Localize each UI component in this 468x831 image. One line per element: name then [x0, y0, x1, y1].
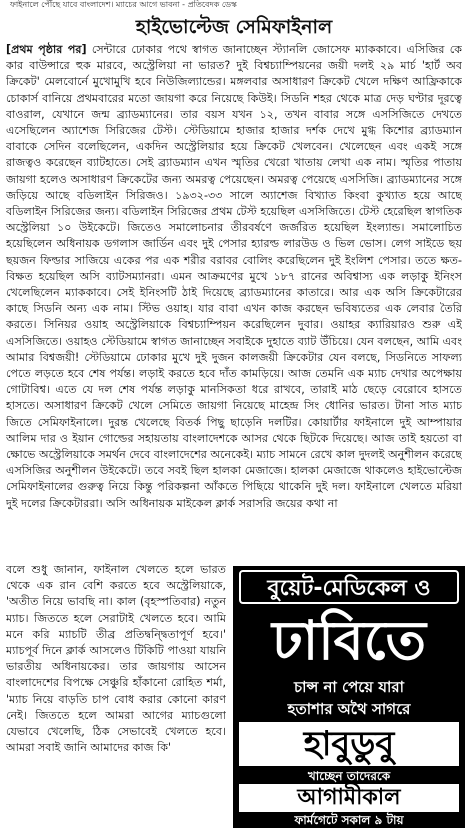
jump-marker: [প্রথম পৃষ্ঠার পর]	[6, 43, 87, 56]
ad-line-2: ঢাবিতে	[272, 609, 426, 672]
article-text: সেন্টারে ঢোকার পথে স্বাগত জানাচ্ছেন স্ট্যানলি জোসেফ ম্যাককাবে। এসিজির কে কার বাউন্সারে হুক মারবে, অস্ট্রেলিয়া না ভারত? দুই বিশ্বচ্যাম্পিয়নের জয়ী দলই ২৯ মার্চ 'হার্ট অব ক্রিকেট' মেলবোর্নে মুখোমুখি হবে নিউজিল্যান্ডের। মঙ্গলবার অসাধারণ ক্রিকেট খেলে দক্ষিণ আফ্রিকাকে চোকার্স বানিয়ে প্রথমবারের মতো জায়গা করে নিয়েছে কিউই। সিডনি শহর থেকে মাত্র দেড় ঘণ্টার দূরত্বে বাওরাল, যেখানে জন্ম ব্র্যাডম্যানের। তার বয়স যখন ১২, তখন বাবার সঙ্গে এসসিজিতে দেখতে এসেছিলেন অ্যাশেজ সিরিজের টেস্ট। স্টেডিয়ামে হাজার হাজার দর্শক দেখে মুগ্ধ কিশোর ব্র্যাডম্যান বাবাকে সেদিন বলেছিলেন, একদিন অস্ট্রেলিয়ার হয়ে ক্রিকেট খেলবেন। খেলেছেন এবং একই সঙ্গে রাজত্বও করেছেন ব্যাটহাতে। সেই ব্র্যাডম্যান এখন স্মৃতির খেরো খাতায় লেখা এক নাম। স্মৃতির পাতায় জায়গা হলেও অসাধারণ ক্রিকেটের জন্য অমরত্ব পেয়েছেন। অমরত্ব পেয়েছে এসসিজি। ব্র্যাডম্যানের সঙ্গে জড়িয়ে আছে বডিলাইন সিরিজও। ১৯৩২-৩৩ সালে অ্যাশেজ বিখ্যাত কিংবা কুখ্যাত হয়ে আছে বডিলাইন সিরিজের জন্য। বডিলাইন সিরিজের প্রথম টেস্ট হয়েছিল এসসিজিতে। টেস্ট হেরেছিল স্বাগতিক অস্ট্রেলিয়া ১০ উইকেটে। জিতেও সমালোচনার তীরবর্ষণে জর্জরিত হয়েছিল ইংল্যান্ড। সমালোচিত হয়েছিলেন অধিনায়ক ডগলাস জার্ডিন এবং দুই পেসার হ্যারল্ড লারউড ও ভিল ভোস। লেগ সাইডে ছয় ছয়জন ফিল্ডার সাজিয়ে একের পর এক শরীর বরাবর বোলিং করেছিলেন দুই ইংলিশ পেসার। ততে ক্ষত-বিক্ষত হয়েছিল অসি ব্যাটসম্যানরা। এমন আক্রমণের মুখে ১৮৭ রানের অবিশ্বাস্য এক লড়াকু ইনিংস খেলেছিলেন ম্যাককাবে। সেই ইনিংসটি ঠাই দিয়েছে ব্র্যাডম্যানের কাতারে। আর এক অসি ক্রিকেটারের কাছে সিডনি অন্য এক নাম। স্টিভ ওয়াহ। যার বাবা এখন কাজ করছেন ভবিষ্যতের এক লেবার তৈরি করতে। সিনিয়র ওয়াহ অস্ট্রেলিয়াকে বিশ্বচ্যাম্পিয়ন করেছিলেন দুবার। ওয়াহর ক্যারিয়ারও শুরু এই এসসিজিতে। ওয়াহও স্টেডিয়ামে স্বাগত জানাচ্ছেন সবাইকে দুহাতে ব্যাট উঁচিয়ে। যেন বলছেন, আমি এবং আমার বিশ্বজয়ী! স্টেডিয়ামে ঢোকার মুখে দুই দুজন কালজয়ী ক্রিকেটার যেন বলছে, সিডনিতে সাফল্য পেতে লড়তে হবে শেষ পর্যন্ত। লড়াই করতে হবে দাঁত কামড়িয়ে। আজ তেমনি এক ম্যাচ দেখার অপেক্ষায় গোটাবিশ্ব। এতে যে দল শেষ পর্যন্ত লড়াকু মানসিকতা ধরে রাখবে, তারাই মাঠ ছেড়ে বেরোবে হাসতে হাসতে। অসাধারণ ক্রিকেট খেলে সেমিতে জায়গা নিয়েছে মাহেন্দ্র সিং ধোনির ভারত। টানা সাত ম্যাচ জিতে সেমিফাইনালে। দুরন্ত খেলেছে বিতর্ক পিছু ছাড়েনি দলটির। কোয়ার্টার ফাইনালে দুই আম্পায়ার আলিম দার ও ইয়ান গোল্ডের সহায়তায় বাংলাদেশকে আসর থেকে ছিটকে দিয়েছে। আজ তাই হয়তো বা ক্ষোভে অস্ট্রেলিয়াকে সমর্থন দেবে বাংলাদেশের অনেকেই। ম্যাচ সামনে রেখে কাল দুদলই অনুশীলন করেছে এসসিজির অনুশীলন উইকেটে। তবে সবই ছিল হালকা মেজাজে। হালকা মেজাজে থাকলেও হাইভোল্টেজ সেমিফাইনালের গুরুত্ব নিয়ে কিন্তু পরিকল্পনা আঁকতে পিছিয়ে থাকেনি দুই দল। ফাইনালে খেলতে মরিয়া দুই দলের ক্রিকেটাররা। অসি অধিনায়ক মাইকেল ক্লার্ক সরাসরি জয়ের কথা না	[6, 43, 462, 510]
ad-line-4: হতাশার অথৈ সাগরে	[287, 700, 411, 718]
ad-line-8: ফার্মগেটে সকাল ৯ টায়	[294, 813, 404, 827]
article-body	[6, 42, 462, 562]
previous-article-strip: ফাইনালে পৌঁছে যাবে বাংলাদেশ। ম্যাচের আগে ভাবনা - প্রতিবেদক ডেস্ক	[10, 0, 237, 9]
ad-line-3: চান্স না পেয়ে যারা	[294, 678, 404, 696]
coaching-advertisement	[233, 566, 465, 828]
article-headline: হাইভোল্টেজ সেমিফাইনাল	[135, 16, 333, 38]
ad-line-1: বুয়েট-মেডিকেল ও	[239, 570, 459, 604]
ad-line-5: হাবুডুবু	[239, 722, 459, 766]
ad-line-6: খাচ্ছেন তাদেরকে	[307, 769, 391, 783]
article-body-continued: বলে শুধু জানান, ফাইনাল খেলতে হলে ভারত থেকে এক রান বেশি করতে হবে অস্ট্রেলিয়াকে, 'অতীত নিয়ে ভাবছি না। কাল (বৃহস্পতিবার) নতুন ম্যাচ। জিততে হলে সেরাটাই খেলতে হবে। আমি মনে করি ম্যাচটি তীব্র প্রতিদ্বন্দ্বিতাপূর্ণ হবে।' ম্যাচপূর্ব দিনে ক্লার্ক আসলেও টিকিটি পাওয়া যায়নি ভারতীয় অধিনায়কের। তার জায়গায় আসেন বাংলাদেশের বিপক্ষে সেঞ্চুরি হাঁকানো রোহিত শর্মা, 'ম্যাচ নিয়ে বাড়তি চাপ বোধ করার কোনো কারণ নেই। জিততে হলে আমরা আগের ম্যাচগুলো যেভাবে খেলেছি, ঠিক সেভাবেই খেলতে হবে। আমরা সবাই জানি আমাদের কাজ কি'	[6, 563, 226, 755]
ad-line-7: আগামীকাল	[239, 784, 459, 812]
